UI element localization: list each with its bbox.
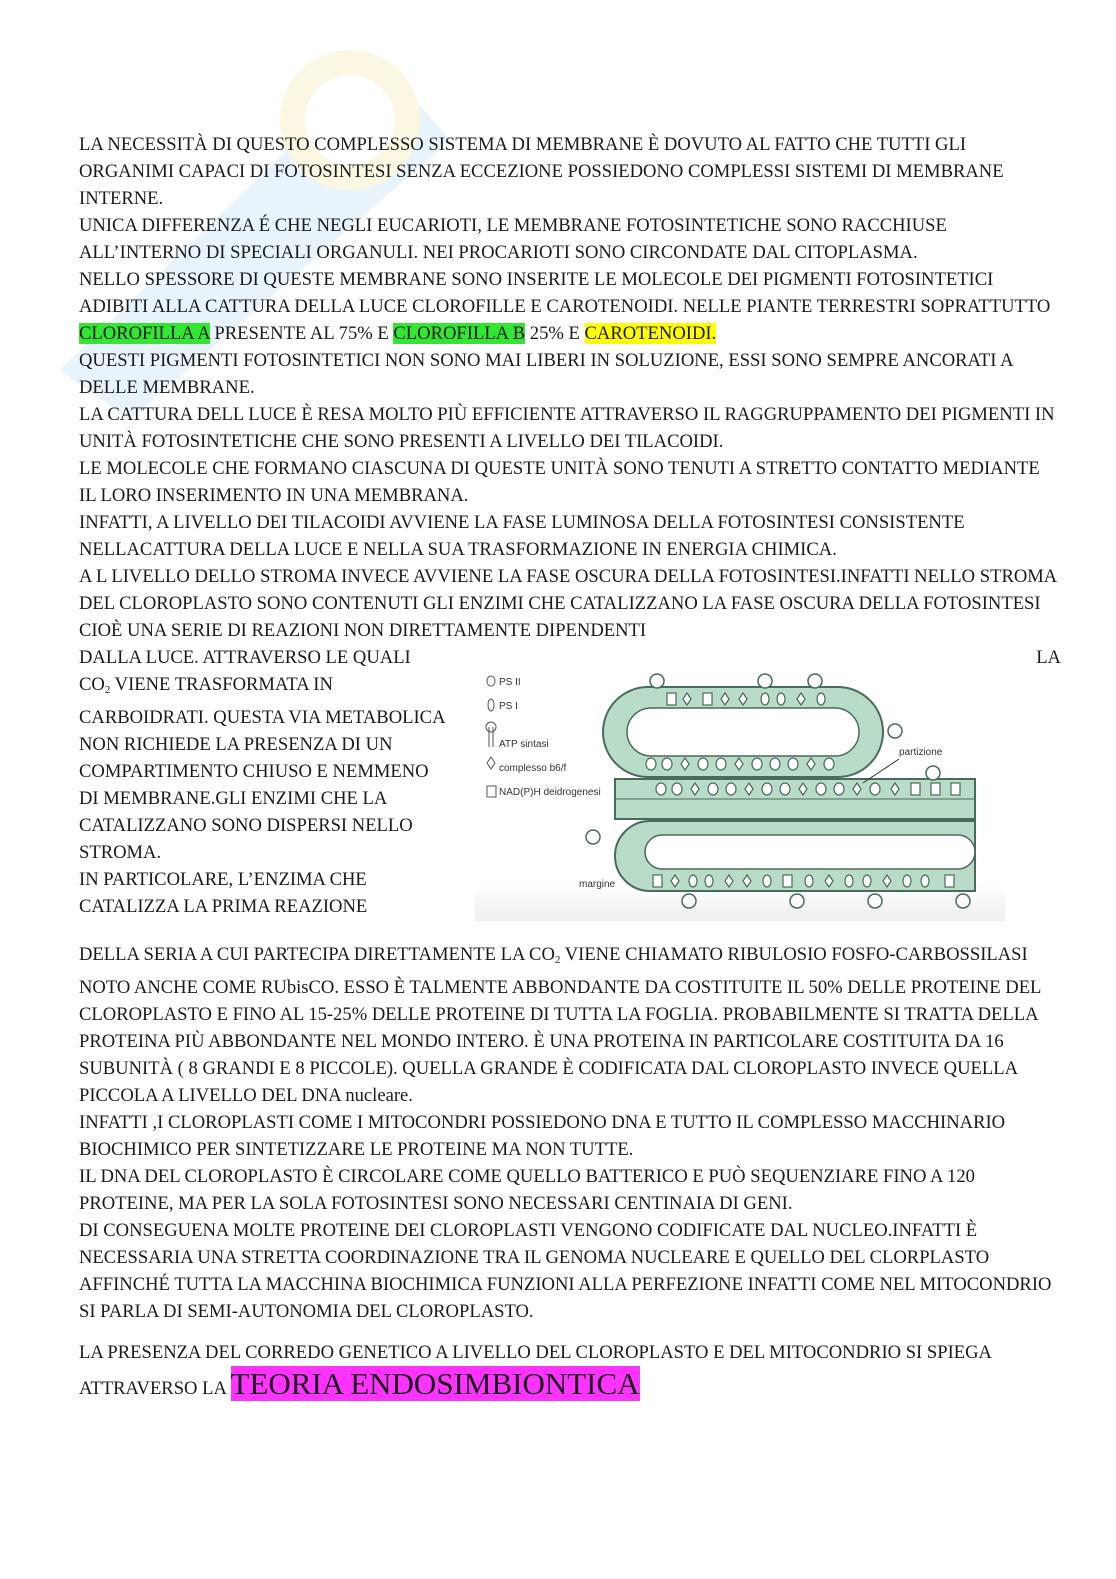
legend-atp-sintasi: ATP sintasi — [499, 739, 549, 750]
highlight-clorofilla-b: CLOROFILLA B — [393, 323, 526, 344]
paragraph-8: A L LIVELLO DELLO STROMA INVECE AVVIENE LA FASE OSCURA DELLA FOTOSINTESI.INFATTI NELLO STROMA DEL CLOROPLASTO SONO CONTENUTI GLI ENZIMI CHE CATALIZZANO LA FASE OSCURA DELLA FOTOSINTESI CIOÈ UNA SERIE DI REAZIONI NON DIRETTAMENTE DIPENDENTI — [79, 566, 1057, 641]
paragraph-7: INFATTI, A LIVELLO DEI TILACOIDI AVVIENE LA FASE LUMINOSA DELLA FOTOSINTESI CONSISTENTE NELLACATTURA DELLA LUCE E NELLA SUA TRASFORMAZIONE IN ENERGIA CHIMICA. — [79, 512, 965, 560]
document-body — [79, 131, 1061, 1402]
legend-b6f: complesso b6/f — [499, 763, 567, 774]
label-margine: margine — [579, 879, 616, 890]
paragraph-13: LA PRESENZA DEL CORREDO GENETICO A LIVELLO DEL CLOROPLASTO E DEL MITOCONDRIO SI SPIEGA ATTRAVERSO LA TEORIA ENDOSIMBIONTICA — [79, 1342, 991, 1401]
paragraph-5: LA CATTURA DELL LUCE È RESA MOLTO PIÙ EFFICIENTE ATTRAVERSO IL RAGGRUPPAMENTO DEI PIGMENTI IN UNITÀ FOTOSINTETICHE CHE SONO PRESENTI A LIVELLO DEI TILACOIDI. — [79, 404, 1055, 452]
paragraph-8-last-line: DALLA LUCE. ATTRAVERSO LE QUALI LA — [79, 647, 1061, 668]
paragraph-12: DI CONSEGUENA MOLTE PROTEINE DEI CLOROPLASTI VENGONO CODIFICATE DAL NUCLEO.INFATTI È NECESSARIA UNA STRETTA COORDINAZIONE TRA IL GENOMA NUCLEARE E QUELLO DEL CLORPLASTO AFFINCHÉ TUTTA LA MACCHINA BIOCHIMICA FUNZIONI ALLA PERFEZIONE INFATTI COME NEL MITOCONDRIO SI PARLA DI SEMI-AUTONOMIA DEL CLOROPLASTO. — [79, 1220, 1052, 1322]
paragraph-3: NELLO SPESSORE DI QUESTE MEMBRANE SONO INSERITE LE MOLECOLE DEI PIGMENTI FOTOSINTETICI ADIBITI ALLA CATTURA DELLA LUCE CLOROFILLE E CAROTENOIDI. NELLE PIANTE TERRESTRI SOPRATTUTTO CLOROFILLA A PRESENTE AL 75% E CLOROFILLA B 25% E CAROTENOIDI. — [79, 269, 1051, 344]
legend-ps2: PS II — [499, 677, 521, 688]
wrapped-text: $CO_2$ VIENE TRASFORMATA IN CARBOIDRATI. QUESTA VIA METABOLICA NON RICHIEDE LA PRESENZA DI UN COMPARTIMENTO CHIUSO E NEMMENO DI MEMBRANE.GLI ENZIMI CHE LA CATALIZZANO SONO DISPERSI NELLO STROMA. IN PARTICOLARE, L’ENZIMA CHE CATALIZZA LA PRIMA REAZIONE — [79, 674, 445, 917]
paragraph-1: LA NECESSITÀ DI QUESTO COMPLESSO SISTEMA DI MEMBRANE È DOVUTO AL FATTO CHE TUTTI GLI ORGANIMI CAPACI DI FOTOSINTESI SENZA ECCEZIONE POSSIEDONO COMPLESSI SISTEMI DI MEMBRANE INTERNE. — [79, 134, 1004, 209]
middle-thylakoid-band — [615, 779, 975, 819]
legend-ps1: PS I — [499, 701, 518, 712]
paragraph-11: IL DNA DEL CLOROPLASTO È CIRCOLARE COME QUELLO BATTERICO E PUÒ SEQUENZIARE FINO A 120 PROTEINE, MA PER LA SOLA FOTOSINTESI SONO NECESSARI CENTINAIA DI GENI. — [79, 1166, 975, 1214]
highlight-carotenoidi: CAROTENOIDI. — [584, 323, 717, 344]
diagram-legend — [486, 676, 601, 798]
paragraph-9: DELLA SERIA A CUI PARTECIPA DIRETTAMENTE LA $CO_2$ VIENE CHIAMATO RIBULOSIO FOSFO-CARBOSSILASI NOTO ANCHE COME RUbisCO. ESSO È TALMENTE ABBONDANTE DA COSTITUITE IL 50% DELLE PROTEINE DEL CLOROPLASTO E FINO AL 15-25% DELLE PROTEINE DI TUTTA LA FOGLIA. PROBABILMENTE SI TRATTA DELLA PROTEINA PIÙ ABBONDANTE NEL MONDO INTERO. È UNA PROTEINA IN PARTICOLARE COSTITUITA DA 16 SUBUNITÀ ( 8 GRANDI E 8 PICCOLE). QUELLA GRANDE È CODIFICATA DAL CLOROPLASTO INVECE QUELLA PICCOLA A LIVELLO DEL DNA nucleare. — [79, 944, 1041, 1106]
legend-nadph: NAD(P)H deidrogenesi — [499, 787, 601, 798]
paragraph-6: LE MOLECOLE CHE FORMANO CIASCUNA DI QUESTE UNITÀ SONO TENUTI A STRETTO CONTATTO MEDIANTE IL LORO INSERIMENTO IN UNA MEMBRANA. — [79, 458, 1040, 506]
label-partizione: partizione — [899, 747, 943, 758]
highlight-clorofilla-a: CLOROFILLA A — [79, 323, 210, 344]
thylakoid-diagram — [475, 673, 1005, 921]
paragraph-10: INFATTI ,I CLOROPLASTI COME I MITOCONDRI POSSIEDONO DNA E TUTTO IL COMPLESSO MACCHINARIO BIOCHIMICO PER SINTETIZZARE LE PROTEINE MA NON TUTTE. — [79, 1112, 1006, 1160]
paragraph-2: UNICA DIFFERENZA É CHE NEGLI EUCARIOTI, LE MEMBRANE FOTOSINTETICHE SONO RACCHIUSE ALL’INTERNO DI SPECIALI ORGANULI. NEI PROCARIOTI SONO CIRCONDATE DAL CITOPLASMA. — [79, 215, 947, 263]
text-with-figure — [79, 671, 1061, 941]
paragraph-4: QUESTI PIGMENTI FOTOSINTETICI NON SONO MAI LIBERI IN SOLUZIONE, ESSI SONO SEMPRE ANCORATI A DELLE MEMBRANE. — [79, 350, 1013, 398]
highlight-teoria-endosimbiontica: TEORIA ENDOSIMBIONTICA — [230, 1366, 640, 1401]
